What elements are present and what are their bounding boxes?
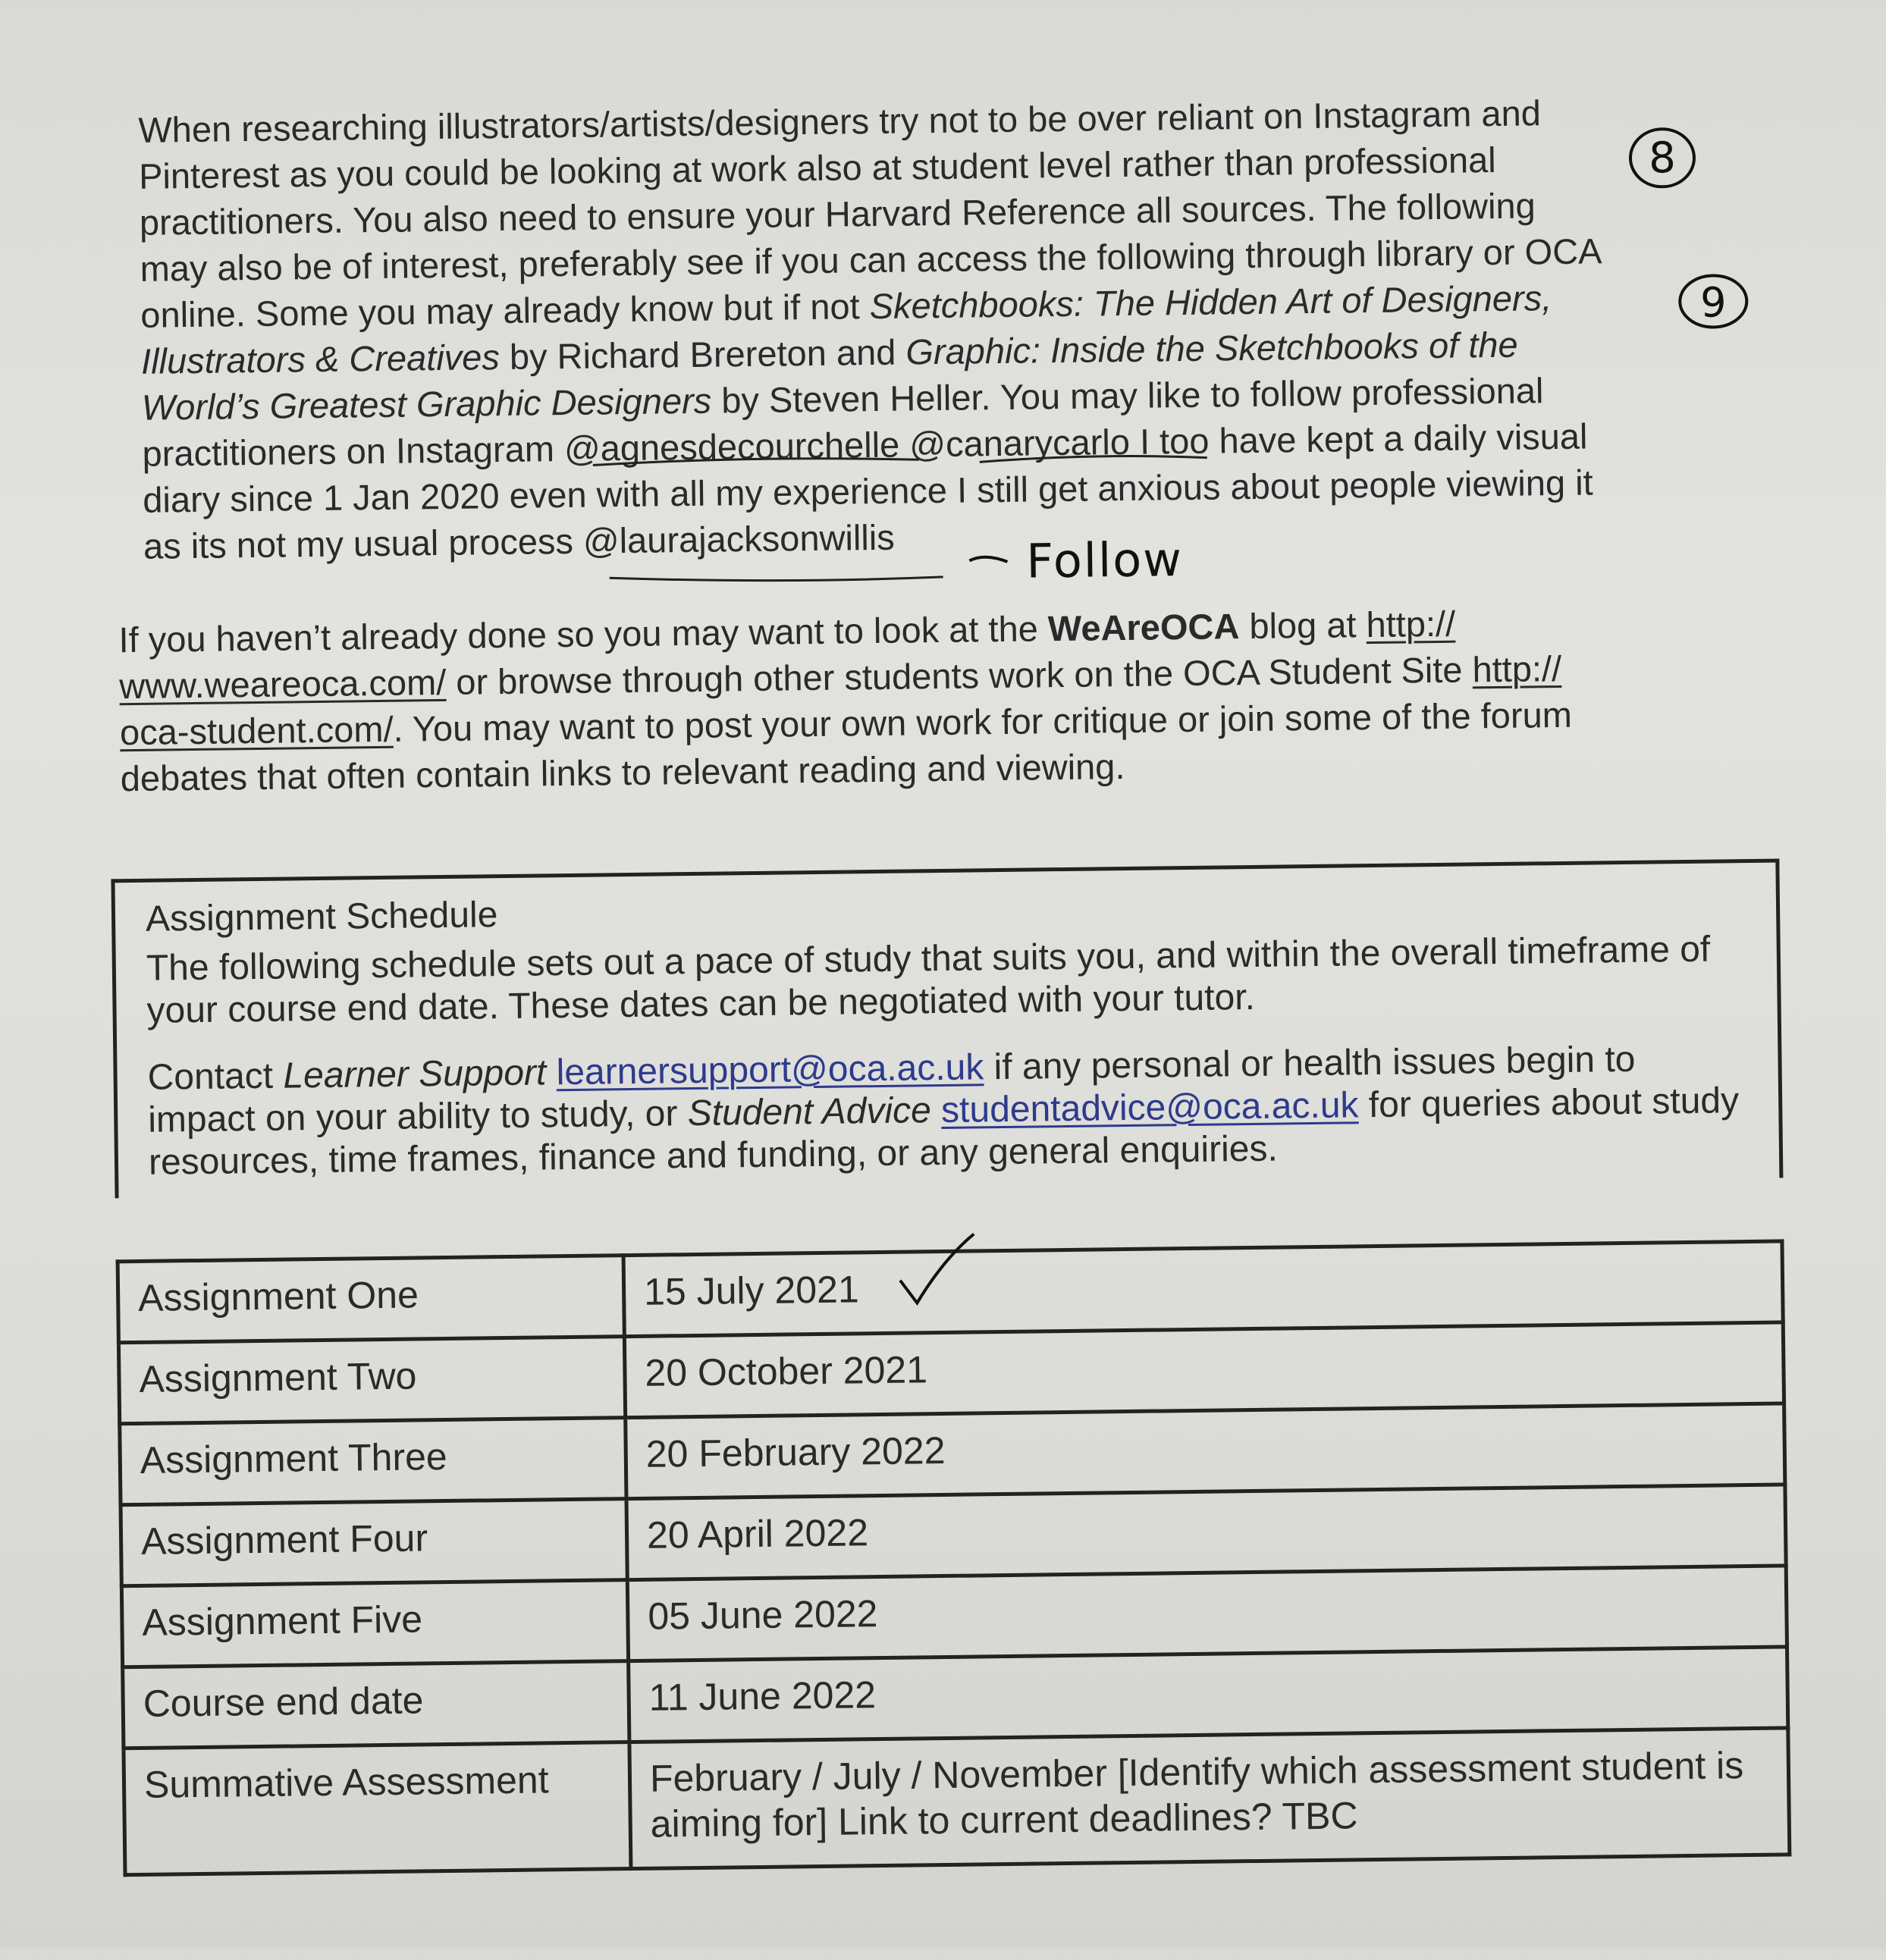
book-title-graphic-cont: World’s Greatest Graphic Designers xyxy=(141,380,712,428)
circled-8-annotation xyxy=(1620,116,1704,200)
assignment-schedule-box xyxy=(111,858,1783,1198)
schedule-contact xyxy=(147,1037,1749,1184)
follow-note: Follow xyxy=(1025,532,1184,589)
row-date: 20 February 2022 xyxy=(626,1403,1785,1499)
handle3-underline xyxy=(594,564,1018,592)
student-advice-label: Student Advice xyxy=(687,1090,932,1134)
weareoca-url-link-cont[interactable]: www.weareoca.com/ xyxy=(119,661,447,707)
text-line: debates that often contain links to relevant reading and viewing. xyxy=(120,746,1125,799)
circled-9-annotation xyxy=(1671,263,1756,340)
row-date: February / July / November [Identify which assessment student is aiming for] Link to current deadlines? TBC xyxy=(629,1728,1790,1869)
row-date: 20 April 2022 xyxy=(626,1485,1786,1580)
text-segment: by Richard Brereton and xyxy=(499,331,906,378)
circled-8-text: 8 xyxy=(1648,133,1677,183)
text-segment: . You may want to post your own work for critique or join some of the forum xyxy=(393,694,1573,749)
follow-dash-icon xyxy=(962,547,1030,578)
book-title-sketchbooks: Sketchbooks: The Hidden Art of Designers, xyxy=(869,278,1552,327)
blog-paragraph xyxy=(118,597,1743,801)
text-segment: If you haven’t already done so you may want to look at the xyxy=(118,608,1049,660)
text-line: diary since 1 Jan 2020 even with all my experience I still get anxious about people viewing it xyxy=(143,462,1593,520)
row-label: Assignment Four xyxy=(121,1499,627,1586)
weareoca-brand: WeAreOCA xyxy=(1047,606,1240,649)
text-segment: by Steven Heller. You may like to follow professional xyxy=(711,370,1544,421)
checkmark-icon xyxy=(890,1228,982,1312)
text-line: When researching illustrators/artists/designers try not to be over reliant on Instagram and xyxy=(138,93,1542,150)
row-label: Course end date xyxy=(123,1661,629,1748)
instagram-handle-canarycarlo[interactable]: @canarycarlo xyxy=(908,421,1131,465)
learner-support-label: Learner Support xyxy=(283,1052,547,1096)
text-segment: practitioners on Instagram xyxy=(142,428,565,474)
oca-student-url-link-cont[interactable]: oca-student.com/ xyxy=(119,708,394,753)
row-label: Summative Assessment xyxy=(124,1742,631,1875)
text-segment xyxy=(930,1090,941,1131)
text-segment: blog at xyxy=(1238,604,1367,647)
table-row xyxy=(124,1728,1790,1875)
text-segment: or browse through other students work on the OCA Student Site xyxy=(445,649,1473,702)
row-label: Assignment Three xyxy=(120,1418,626,1505)
instagram-handle-laurajacksonwillis[interactable]: @laurajacksonwillis xyxy=(582,516,896,561)
text-line: may also be of interest, preferably see if you can access the following through library or OCA xyxy=(140,230,1602,289)
row-label: Assignment Five xyxy=(121,1580,628,1667)
text-segment xyxy=(546,1052,557,1093)
text-segment: Contact xyxy=(147,1055,284,1098)
text-segment: as its not my usual process xyxy=(143,520,584,566)
student-advice-email-link[interactable]: studentadvice@oca.ac.uk xyxy=(940,1085,1359,1131)
assignment-table xyxy=(116,1239,1792,1877)
text-segment: I too have kept a daily visual xyxy=(1129,416,1588,462)
row-date: 20 October 2021 xyxy=(624,1322,1784,1418)
circled-9-text: 9 xyxy=(1699,278,1727,327)
text-segment: online. Some you may already know but if not xyxy=(140,286,871,335)
row-label: Assignment Two xyxy=(118,1337,625,1424)
learner-support-email-link[interactable]: learnersupport@oca.ac.uk xyxy=(556,1047,984,1093)
row-date: 15 July 2021 xyxy=(623,1241,1783,1337)
oca-student-url-link[interactable]: http:// xyxy=(1472,648,1562,690)
research-paragraph xyxy=(138,87,1736,569)
text-line: Pinterest as you could be looking at work also at student level rather than professional xyxy=(138,139,1496,196)
instagram-handle-agnesdecourchelle[interactable]: @agnesdecourchelle xyxy=(563,424,900,469)
row-date: 11 June 2022 xyxy=(629,1647,1788,1742)
schedule-intro: The following schedule sets out a pace of study that suits you, and within the overall timeframe of your course end date. These dates can be negotiated with your tutor. xyxy=(146,929,1711,1031)
weareoca-url-link[interactable]: http:// xyxy=(1366,603,1456,645)
row-label: Assignment One xyxy=(118,1256,624,1343)
text-segment: for queries about study resources, time frames, finance and funding, or any general enquiries. xyxy=(148,1080,1740,1183)
text-segment: if any personal or health issues begin to impact on your ability to study, or xyxy=(148,1039,1636,1140)
book-title-sketchbooks-cont: Illustrators & Creatives xyxy=(140,337,501,381)
schedule-title: Assignment Schedule xyxy=(145,895,498,939)
text-line: practitioners. You also need to ensure your Harvard Reference all sources. The following xyxy=(139,185,1536,243)
row-date: 05 June 2022 xyxy=(627,1566,1787,1661)
book-title-graphic: Graphic: Inside the Sketchbooks of the xyxy=(905,324,1518,372)
